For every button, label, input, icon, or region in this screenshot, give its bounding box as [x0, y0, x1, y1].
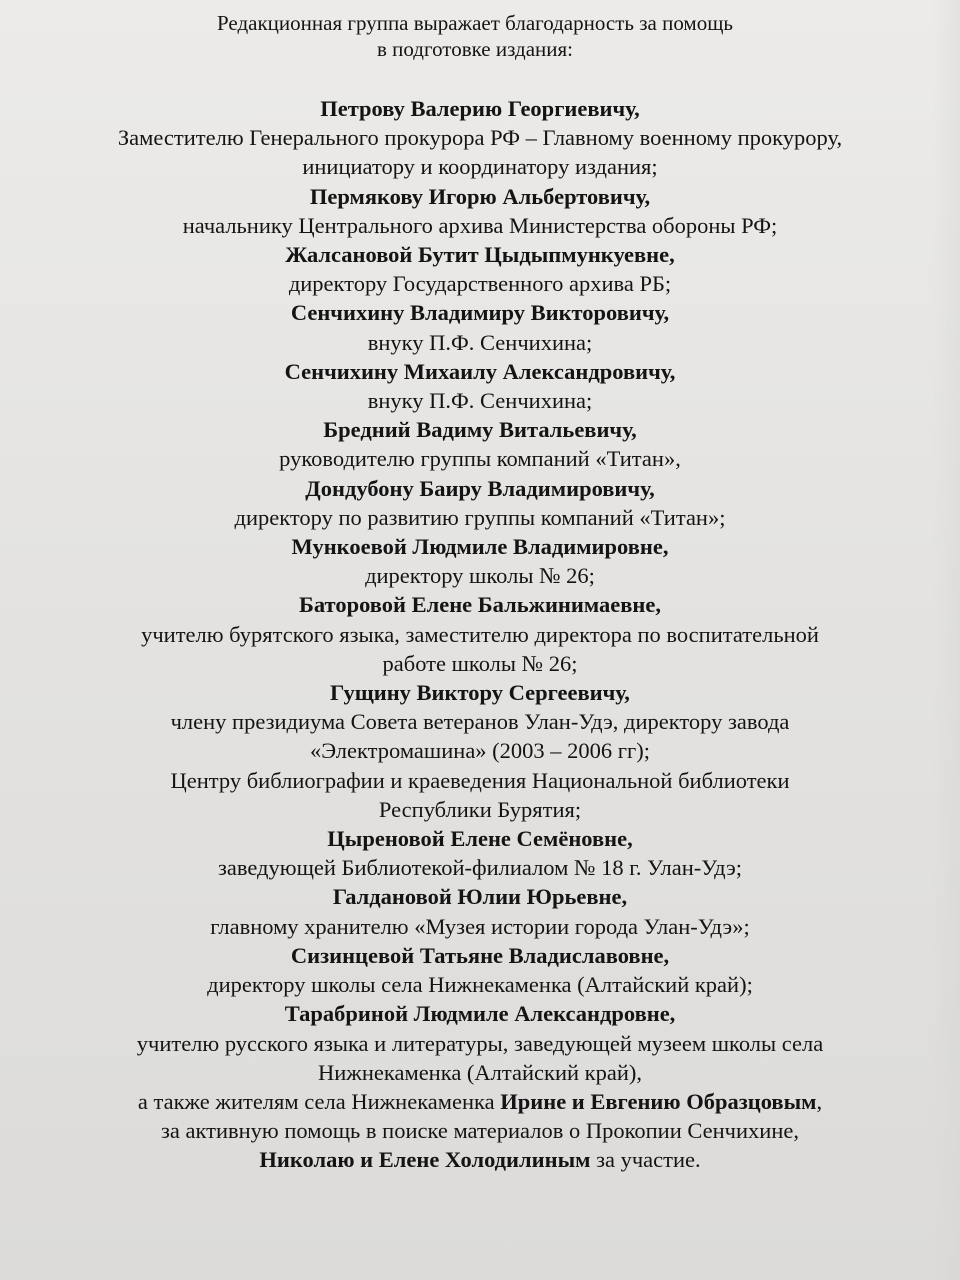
ack-line — [30, 269, 930, 298]
ack-text: учителю русского языка и литературы, заведующей музеем школы села — [136, 1030, 824, 1056]
ack-text: учителю бурятского языка, заместителю директора по воспитательной — [141, 621, 819, 647]
ack-name: Сизинцевой Татьяне Владиславовне, — [290, 942, 670, 968]
ack-text: директору школы села Нижнекаменка (Алтайский край); — [207, 972, 753, 998]
ack-name: Баторовой Елене Бальжинимаевне, — [299, 592, 661, 618]
ack-line — [30, 1145, 930, 1174]
ack-line — [30, 503, 930, 532]
ack-line — [30, 357, 930, 386]
ack-line — [30, 853, 930, 882]
ack-name: Тарабриной Людмиле Александровне, — [284, 1001, 676, 1027]
ack-name: Петрову Валерию Георгиевичу, — [320, 96, 640, 121]
ack-text: а также жителям села Нижнекаменка — [137, 1088, 501, 1114]
ack-line — [30, 152, 930, 181]
ack-line — [30, 795, 930, 824]
ack-text: за активную помощь в поиске материалов о Прокопии Сенчихине, — [161, 1118, 799, 1144]
ack-name: Дондубону Баиру Владимировичу, — [305, 475, 655, 501]
ack-line — [30, 941, 930, 970]
ack-name: Гущину Виктору Сергеевичу, — [330, 680, 630, 706]
ack-text: главному хранителю «Музея истории города Улан-Удэ»; — [210, 913, 750, 939]
ack-text: Центру библиографии и краеведения Национальной библиотеки — [170, 767, 790, 793]
ack-line — [30, 444, 930, 473]
ack-line — [30, 912, 930, 941]
ack-line — [30, 736, 930, 765]
ack-name: Пермякову Игорю Альбертовичу, — [309, 183, 651, 209]
ack-line — [30, 94, 930, 123]
ack-line — [30, 561, 930, 590]
ack-line — [30, 882, 930, 911]
intro-line-1: Редакционная группа выражает благодарность за помощь — [217, 11, 733, 35]
ack-line — [30, 328, 930, 357]
ack-name: Галдановой Юлии Юрьевне, — [332, 884, 628, 910]
ack-text: начальнику Центрального архива Министерства обороны РФ; — [182, 212, 778, 238]
ack-text: директору Государственного архива РБ; — [288, 271, 672, 297]
ack-name: Сенчихину Михаилу Александровичу, — [284, 358, 676, 384]
ack-name: Цыреновой Елене Семёновне, — [327, 826, 633, 852]
ack-line — [30, 707, 930, 736]
acknowledgement-list — [30, 94, 930, 1175]
ack-text: «Электромашина» (2003 – 2006 гг); — [310, 738, 650, 764]
ack-line — [30, 211, 930, 240]
ack-text: директору школы № 26; — [365, 563, 595, 589]
ack-text: заведующей Библиотекой-филиалом № 18 г. Улан-Удэ; — [218, 855, 742, 881]
ack-line — [30, 123, 930, 152]
ack-line — [30, 1029, 930, 1058]
page-edge-shadow — [932, 0, 960, 1280]
acknowledgements-page — [30, 10, 930, 1175]
ack-after: за участие. — [590, 1147, 701, 1173]
ack-line — [30, 532, 930, 561]
ack-line — [30, 824, 930, 853]
ack-line — [30, 1116, 930, 1145]
ack-text: Республики Бурятия; — [378, 796, 582, 822]
ack-text: работе школы № 26; — [382, 650, 578, 676]
ack-name: Николаю и Елене Холодилиным — [259, 1147, 591, 1173]
ack-text: Нижнекаменка (Алтайский край), — [318, 1059, 642, 1085]
ack-text: инициатору и координатору издания; — [302, 154, 658, 180]
ack-line — [30, 415, 930, 444]
ack-text: Заместителю Генерального прокурора РФ – Главному военному прокурору, — [117, 125, 843, 151]
ack-line — [30, 182, 930, 211]
ack-name: Сенчихину Владимиру Викторовичу, — [290, 300, 670, 326]
ack-line — [30, 240, 930, 269]
ack-line — [30, 649, 930, 678]
ack-name: Ирине и Евгению Образцовым — [500, 1088, 817, 1114]
ack-name: Мункоевой Людмиле Владимировне, — [291, 534, 669, 560]
ack-line — [30, 590, 930, 619]
intro-text — [20, 10, 930, 62]
ack-line — [30, 386, 930, 415]
ack-name: Бредний Вадиму Витальевичу, — [323, 417, 637, 443]
intro-line-2: в подготовке издания: — [377, 37, 573, 61]
ack-line — [30, 999, 930, 1028]
ack-after: , — [816, 1088, 823, 1114]
ack-line — [30, 298, 930, 327]
ack-text: внуку П.Ф. Сенчихина; — [367, 388, 593, 414]
ack-text: внуку П.Ф. Сенчихина; — [367, 329, 593, 355]
ack-line — [30, 620, 930, 649]
ack-text: директору по развитию группы компаний «Титан»; — [234, 504, 726, 530]
ack-line — [30, 970, 930, 999]
ack-line — [30, 1087, 930, 1116]
ack-text: руководителю группы компаний «Титан», — [279, 446, 681, 472]
ack-line — [30, 678, 930, 707]
ack-line — [30, 474, 930, 503]
ack-line — [30, 766, 930, 795]
ack-line — [30, 1058, 930, 1087]
ack-name: Жалсановой Бутит Цыдыпмункуевне, — [285, 242, 675, 268]
ack-text: члену президиума Совета ветеранов Улан-Удэ, директору завода — [170, 709, 790, 735]
